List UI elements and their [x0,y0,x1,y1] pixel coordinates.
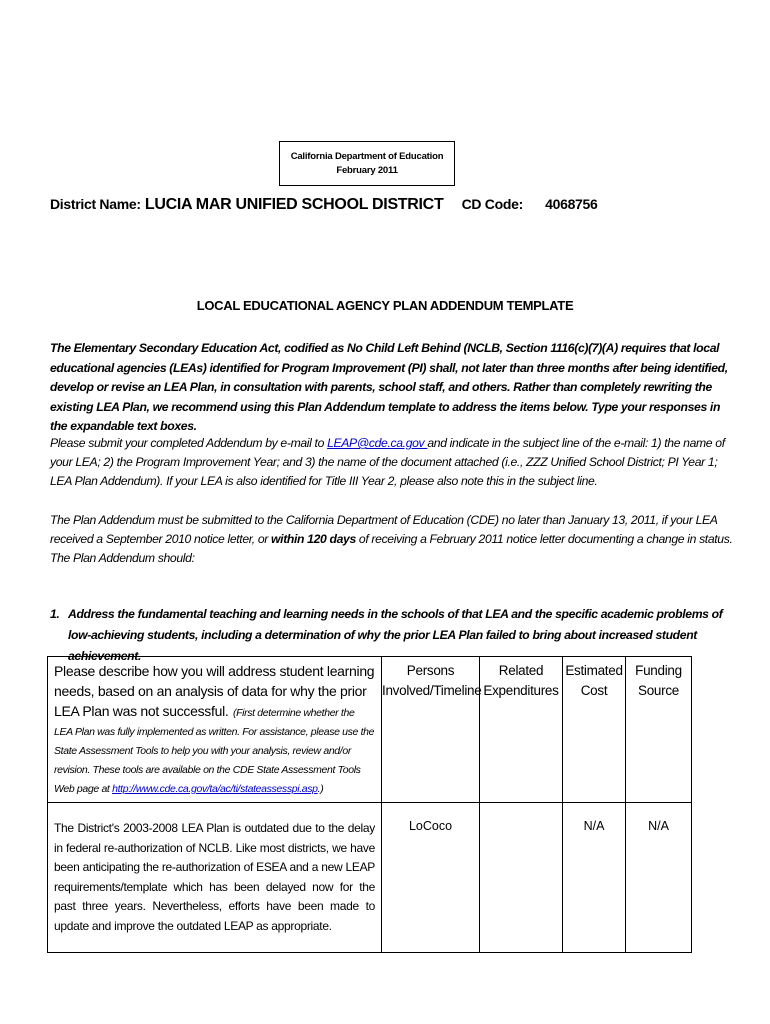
item-1-text: Address the fundamental teaching and learning needs in the schools of that LEA and the specific academic problems of low-achieving students, including a determination of why the prior LEA Plan failed to bring about increased student achievement. [68,607,723,663]
district-name-label: District Name: [50,196,141,212]
question-note-before: (First determine whether the LEA Plan was fully implemented as written. For assistance, please use the State Assessment Tools to help you with your analysis, review and/or revision. These tools are available on the CDE State Assessment Tools Web page at [54,707,375,795]
question-main: Please describe how you will address student learning needs, based on an analysis of data for why the prior LEA Plan was not successful. [54,663,375,719]
plan-table [47,656,692,953]
funding-source-value[interactable]: N/A [626,803,692,953]
email-link[interactable]: LEAP@cde.ca.gov [327,436,428,450]
header-org: California Department of Education [290,150,444,162]
document-title: LOCAL EDUCATIONAL AGENCY PLAN ADDENDUM TEMPLATE [196,298,574,313]
table-header-row [48,657,692,803]
submit-text-after: and indicate in the subject line of the e-mail: 1) the name of your LEA; 2) the Program Improvement Year; and 3) the name of the document attached (i.e., ZZZ Unified School District; PI Year 1; LEA Plan Addendum). If your LEA is also identified for Title III Year 2, please also note this in the subject line. [50,436,725,488]
deadline-emphasis: within 120 days [271,532,356,546]
deadline-text-after: of receiving a February 2011 notice letter documenting a change in status. The Plan Addendum should: [50,532,733,565]
header-estimated-cost: Estimated Cost [563,657,626,803]
question-cell [48,657,382,803]
assessment-tools-link[interactable]: http://www.cde.ca.gov/ta/ac/ti/stateassesspi.asp [112,783,318,795]
district-name-value: LUCIA MAR UNIFIED SCHOOL DISTRICT [144,196,444,213]
persons-value[interactable]: LoCoco [382,803,480,953]
estimated-cost-value[interactable]: N/A [563,803,626,953]
header-date: February 2011 [336,164,398,176]
table-row [48,803,692,953]
header-related-expenditures: Related Expenditures [480,657,563,803]
submit-instructions [50,434,735,491]
response-text-box[interactable]: The District's 2003-2008 LEA Plan is outdated due to the delay in federal re-authorization of NCLB. Like most districts, we have been anticipating the re-authorization of ESEA and a new LEAP requirements/template which has been delayed now for the past three years. Nevertheless, efforts have been made to update and improve the outdated LEAP as appropriate. [48,803,382,953]
header-persons: Persons Involved/Timeline [382,657,480,803]
cd-code-value: 4068756 [545,196,598,212]
header-funding-source: Funding Source [626,657,692,803]
item-1-number: 1. [50,607,60,621]
related-expenditures-value[interactable] [480,803,563,953]
intro-paragraph: The Elementary Secondary Education Act, codified as No Child Left Behind (NCLB, Section 1116(c)(7)(A) requires that local educational agencies (LEAs) identified for Program Improvement (PI) shall, not later than three months after being identified, develop or revise an LEA Plan, in consultation with parents, school staff, and others. Rather than completely rewriting the existing LEA Plan, we recommend using this Plan Addendum template to address the items below. Type your responses in the expandable text boxes. [50,341,728,433]
district-line [50,196,598,214]
submit-text-before: Please submit your completed Addendum by e-mail to [50,436,328,450]
cd-code-label: CD Code: [461,196,523,212]
header-box [279,141,455,186]
question-note-after: .) [317,783,324,795]
question-note [54,707,374,795]
deadline-text-before: The Plan Addendum must be submitted to the California Department of Education (CDE) no later than January 13, 2011, if your LEA received a September 2010 notice letter, or [50,513,718,546]
deadline-paragraph [50,511,735,568]
